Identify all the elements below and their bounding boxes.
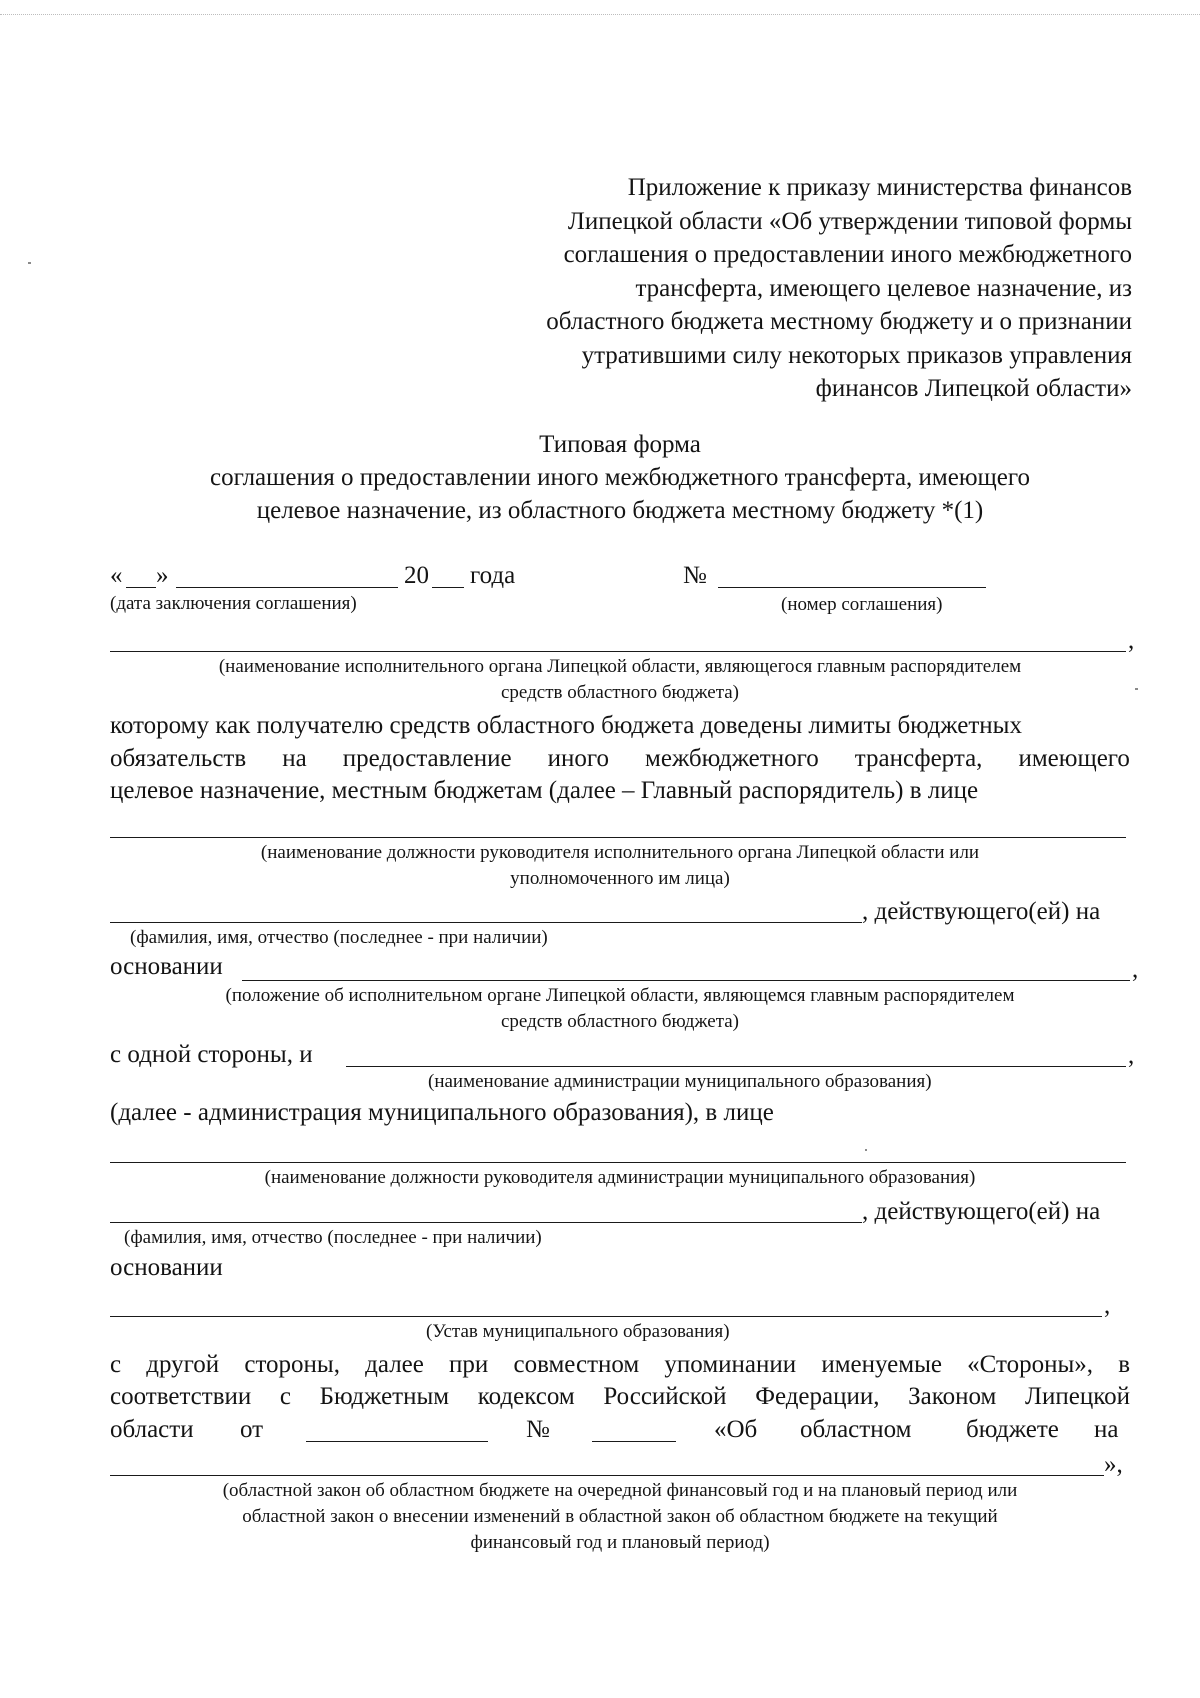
word: обязательств — [110, 745, 247, 772]
word: с — [110, 1351, 122, 1378]
word: от — [240, 1416, 264, 1443]
admin-head-caption: (наименование должности руководителя администрации муниципального образования) — [264, 1167, 976, 1188]
para1-line2 — [110, 743, 1130, 775]
word: трансферта, — [854, 745, 983, 772]
fio-blank-1[interactable] — [110, 922, 862, 923]
order-appendix-header — [372, 171, 1132, 406]
para2-line2 — [110, 1381, 1130, 1413]
header-line: финансов Липецкой области» — [815, 375, 1132, 402]
para1-line3: целевое назначение, местным бюджетам (далее – Главный распорядитель) в лице — [110, 777, 979, 804]
title-line: целевое назначение, из областного бюджета местному бюджету *(1) — [256, 497, 984, 524]
law-date-blank[interactable] — [306, 1441, 488, 1442]
word: имеющего — [1018, 745, 1130, 772]
basis-label-1: основании — [110, 953, 223, 980]
word: в — [1118, 1351, 1130, 1378]
word: Законом — [908, 1383, 997, 1410]
date-open-quote: « — [110, 562, 123, 589]
one-side-text: с одной стороны, и — [110, 1041, 313, 1068]
word: Федерации, — [755, 1383, 880, 1410]
comma: , — [1104, 1292, 1111, 1319]
word: «Об — [714, 1416, 758, 1443]
year-blank[interactable] — [432, 587, 464, 588]
law-number-blank[interactable] — [592, 1441, 676, 1442]
acting-text-1: , действующего(ей) на — [862, 898, 1101, 925]
para2-line1 — [110, 1349, 1130, 1381]
word: области — [110, 1416, 194, 1443]
law-caption-line1: (областной закон об областном бюджете на очередной финансовый год и на плановый период или — [222, 1480, 1018, 1501]
word: с — [279, 1383, 292, 1410]
header-line: трансферта, имеющего целевое назначение, из — [635, 274, 1132, 302]
admin-head-blank[interactable] — [110, 1162, 1126, 1163]
word: при — [449, 1351, 489, 1378]
comma: , — [1132, 956, 1139, 983]
year-suffix: года — [470, 562, 516, 589]
day-blank[interactable] — [126, 587, 156, 588]
word: кодексом — [477, 1383, 575, 1410]
title-line: соглашения о предоставлении иного межбюджетного трансферта, имеющего — [209, 464, 1031, 491]
scan-speck — [865, 1149, 867, 1151]
word: именуемые — [821, 1351, 942, 1378]
closing-text: », — [1104, 1451, 1123, 1478]
word: стороны, — [244, 1351, 340, 1378]
word: межбюджетного — [645, 745, 819, 772]
word: совместном — [513, 1351, 640, 1378]
word: Российской — [603, 1383, 727, 1410]
date-caption: (дата заключения соглашения) — [110, 593, 357, 614]
month-blank[interactable] — [176, 587, 398, 588]
fio-caption-2: (фамилия, имя, отчество (последнее - при наличии) — [124, 1227, 542, 1248]
word: Бюджетным — [319, 1383, 450, 1410]
document-title — [110, 428, 1130, 527]
law-caption-line2: областной закон о внесении изменений в областной закон об областном бюджете на текущий — [242, 1506, 998, 1527]
head-caption-line1: (наименование должности руководителя исполнительного органа Липецкой области или — [260, 842, 980, 863]
word: другой — [146, 1351, 220, 1378]
title-line: Типовая форма — [539, 431, 701, 458]
head-position-blank[interactable] — [110, 837, 1126, 838]
comma: , — [1128, 1042, 1135, 1069]
number-sign: № — [683, 562, 707, 589]
header-line: Приложение к приказу министерства финансов — [627, 174, 1132, 201]
word: бюджете — [966, 1416, 1059, 1443]
agreement-number-blank[interactable] — [718, 587, 986, 588]
word: «Стороны», — [967, 1351, 1094, 1378]
word: на — [282, 745, 307, 772]
statute-caption-line2: средств областного бюджета) — [501, 1011, 739, 1032]
word: иного — [547, 745, 609, 772]
year-prefix: 20 — [404, 562, 429, 589]
scan-speck — [28, 262, 31, 264]
word: Липецкой — [1025, 1383, 1130, 1410]
law-caption-line3: финансовый год и плановый период) — [470, 1532, 770, 1553]
head-caption-line2: уполномоченного им лица) — [510, 868, 730, 889]
para1-line1: которому как получателю средств областного бюджета доведены лимиты бюджетных — [110, 712, 1022, 739]
fio-blank-2[interactable] — [110, 1222, 862, 1223]
statute-caption-line1: (положение об исполнительном органе Липецкой области, являющемся главным распорядителем — [225, 985, 1015, 1006]
organ-caption-line2: средств областного бюджета) — [501, 682, 739, 703]
scan-top-edge — [0, 14, 1200, 15]
basis-blank-1[interactable] — [242, 980, 1130, 981]
admin-caption: (наименование администрации муниципального образования) — [428, 1071, 932, 1092]
charter-blank[interactable] — [110, 1316, 1102, 1317]
admin-name-blank[interactable] — [346, 1066, 1126, 1067]
header-line: Липецкой области «Об утверждении типовой формы — [567, 207, 1132, 235]
charter-caption: (Устав муниципального образования) — [426, 1321, 730, 1342]
basis-label-2: основании — [110, 1254, 223, 1281]
header-line: соглашения о предоставлении иного межбюджетного — [563, 241, 1132, 268]
organ-caption-line1: (наименование исполнительного органа Липецкой области, являющегося главным распорядителем — [218, 656, 1022, 677]
comma: , — [1128, 627, 1135, 654]
date-close-quote: » — [156, 562, 169, 589]
header-line: утратившими силу некоторых приказов управления — [581, 341, 1132, 369]
admin-line: (далее - администрация муниципального образования), в лице — [110, 1099, 774, 1126]
acting-text-2: , действующего(ей) на — [862, 1198, 1101, 1225]
header-line: областного бюджета местному бюджету и о признании — [546, 308, 1132, 335]
law-name-blank[interactable] — [110, 1475, 1104, 1476]
word: областном — [800, 1416, 912, 1443]
word: № — [526, 1416, 550, 1443]
word: упоминании — [664, 1351, 797, 1378]
word: далее — [365, 1351, 424, 1378]
number-caption: (номер соглашения) — [781, 594, 943, 615]
word: предоставление — [342, 745, 512, 772]
word: на — [1094, 1416, 1119, 1443]
word: соответствии — [110, 1383, 252, 1410]
scan-speck — [1135, 688, 1138, 690]
organ-name-blank[interactable] — [110, 651, 1126, 652]
fio-caption-1: (фамилия, имя, отчество (последнее - при наличии) — [130, 927, 548, 948]
